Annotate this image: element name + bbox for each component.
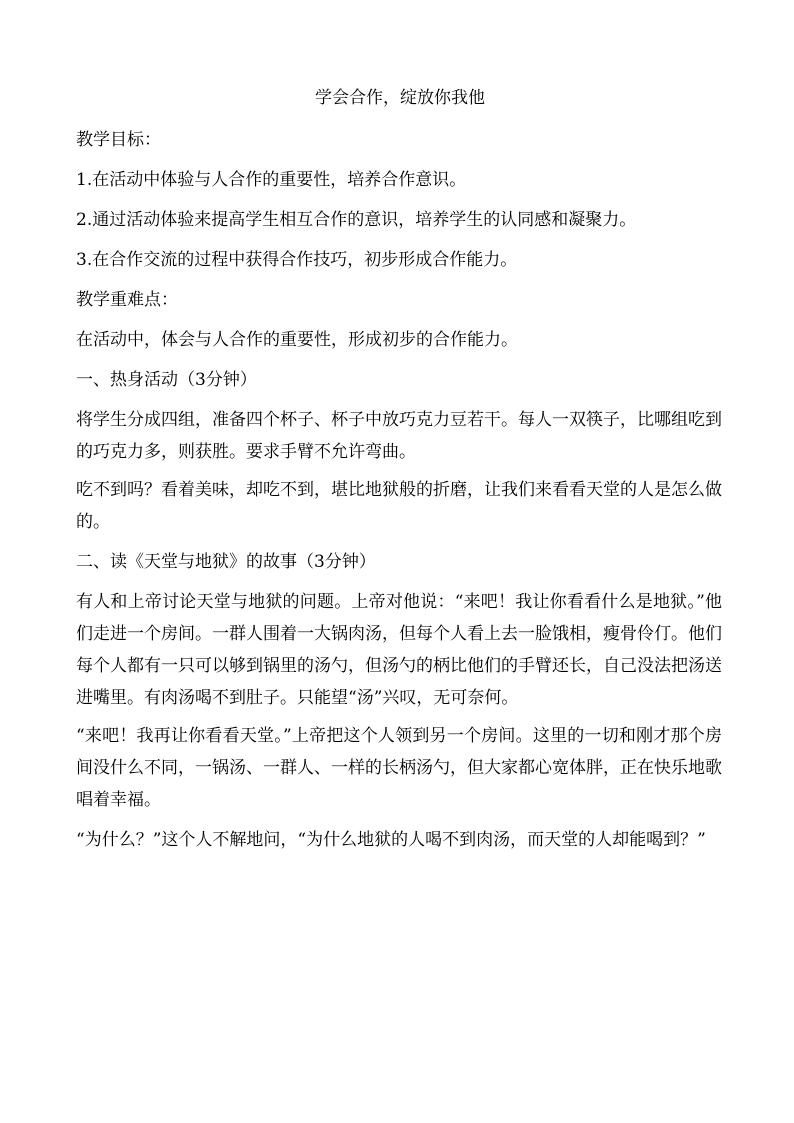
paragraph-key-points: 在活动中，体会与人合作的重要性，形成初步的合作能力。: [76, 330, 518, 350]
paragraph-goal-3: 3.在合作交流的过程中获得合作技巧，初步形成合作能力。: [76, 250, 518, 270]
paragraph-teaching-goals-heading: 教学目标：: [76, 130, 161, 150]
paragraph-warmup-activity: 将学生分成四组，准备四个杯子、杯子中放巧克力豆若干。每人一双筷子，比哪组吃到的巧克力多，则获胜。要求手臂不允许弯曲。: [76, 410, 722, 462]
paragraph-goal-1: 1.在活动中体验与人合作的重要性，培养合作意识。: [76, 170, 467, 190]
paragraph-section-2-heading: 二、读《天堂与地狱》的故事（3分钟）: [76, 552, 376, 572]
document-title: 学会合作，绽放你我他: [315, 88, 485, 108]
paragraph-transition: 吃不到吗？看着美味，却吃不到，堪比地狱般的折磨，让我们来看看天堂的人是怎么做的。: [76, 480, 722, 532]
paragraph-key-points-heading: 教学重难点：: [76, 290, 178, 310]
paragraph-story-question: “为什么？”这个人不解地问，“为什么地狱的人喝不到肉汤，而天堂的人却能喝到？”: [76, 830, 706, 850]
paragraph-goal-2: 2.通过活动体验来提高学生相互合作的意识，培养学生的认同感和凝聚力。: [76, 210, 637, 230]
paragraph-story-hell: 有人和上帝讨论天堂与地狱的问题。上帝对他说：“来吧！我让你看看什么是地狱。”他们走进一个房间。一群人围着一大锅肉汤，但每个人看上去一脸饿相，瘦骨伶仃。他们每个人都有一只可以够到锅里的汤勺，但汤勺的柄比他们的手臂还长，自己没法把汤送进嘴里。有肉汤喝不到肚子。只能望“汤”兴叹，无可奈何。: [76, 592, 722, 708]
paragraph-story-heaven: “来吧！我再让你看看天堂。”上帝把这个人领到另一个房间。这里的一切和刚才那个房间没什么不同，一锅汤、一群人、一样的长柄汤勺，但大家都心宽体胖，正在快乐地歌唱着幸福。: [76, 726, 722, 810]
paragraph-section-1-heading: 一、热身活动（3分钟）: [76, 370, 257, 390]
